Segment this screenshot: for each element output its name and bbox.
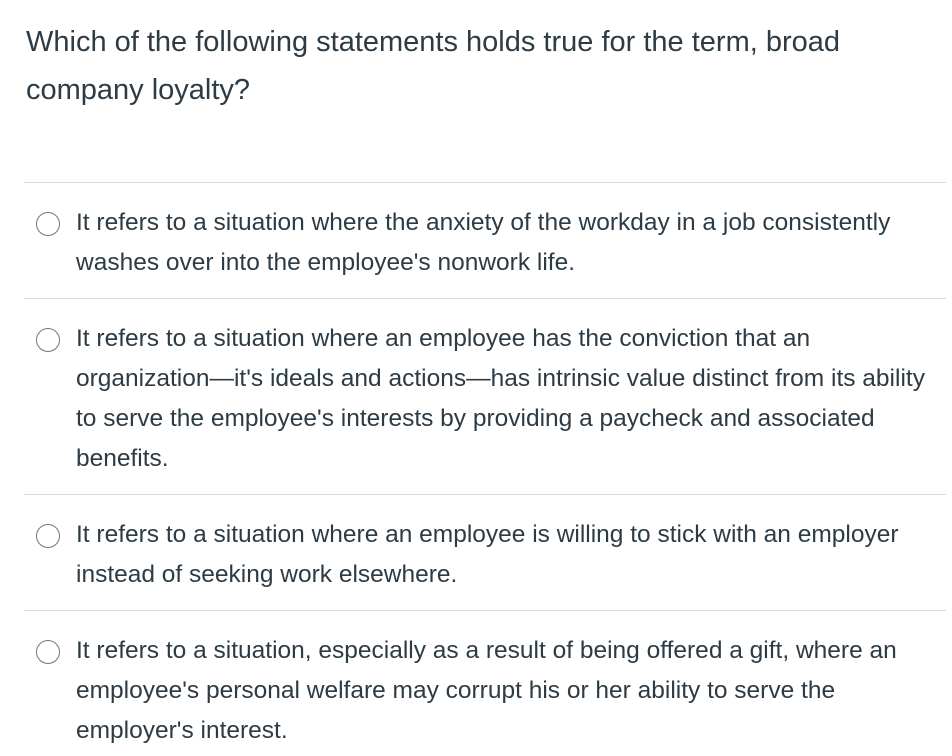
radio-button-icon[interactable]: [36, 328, 60, 352]
answer-option-1[interactable]: [24, 182, 946, 298]
question-text: Which of the following statements holds true for the term, broad company loyalty?: [26, 26, 841, 106]
answer-label: It refers to a situation where an employee has the conviction that an organization—it's ideals and actions—has intrinsic value distinct from its ability to serve the employee's interests by providing a paycheck and associated benefits.: [76, 325, 925, 472]
answer-label: It refers to a situation where an employee is willing to stick with an employer instead of seeking work elsewhere.: [76, 521, 899, 588]
radio-button-icon[interactable]: [36, 212, 60, 236]
answer-option-4[interactable]: [24, 610, 946, 756]
answer-option-2[interactable]: [24, 298, 946, 494]
radio-button-icon[interactable]: [36, 524, 60, 548]
answer-label: It refers to a situation, especially as a result of being offered a gift, where an employee's personal welfare may corrupt his or her ability to serve the employer's interest.: [76, 637, 897, 744]
answer-list: [24, 182, 946, 756]
answer-option-3[interactable]: [24, 494, 946, 610]
radio-button-icon[interactable]: [36, 640, 60, 664]
answer-label: It refers to a situation where the anxiety of the workday in a job consistently washes over into the employee's nonwork life.: [76, 209, 891, 276]
